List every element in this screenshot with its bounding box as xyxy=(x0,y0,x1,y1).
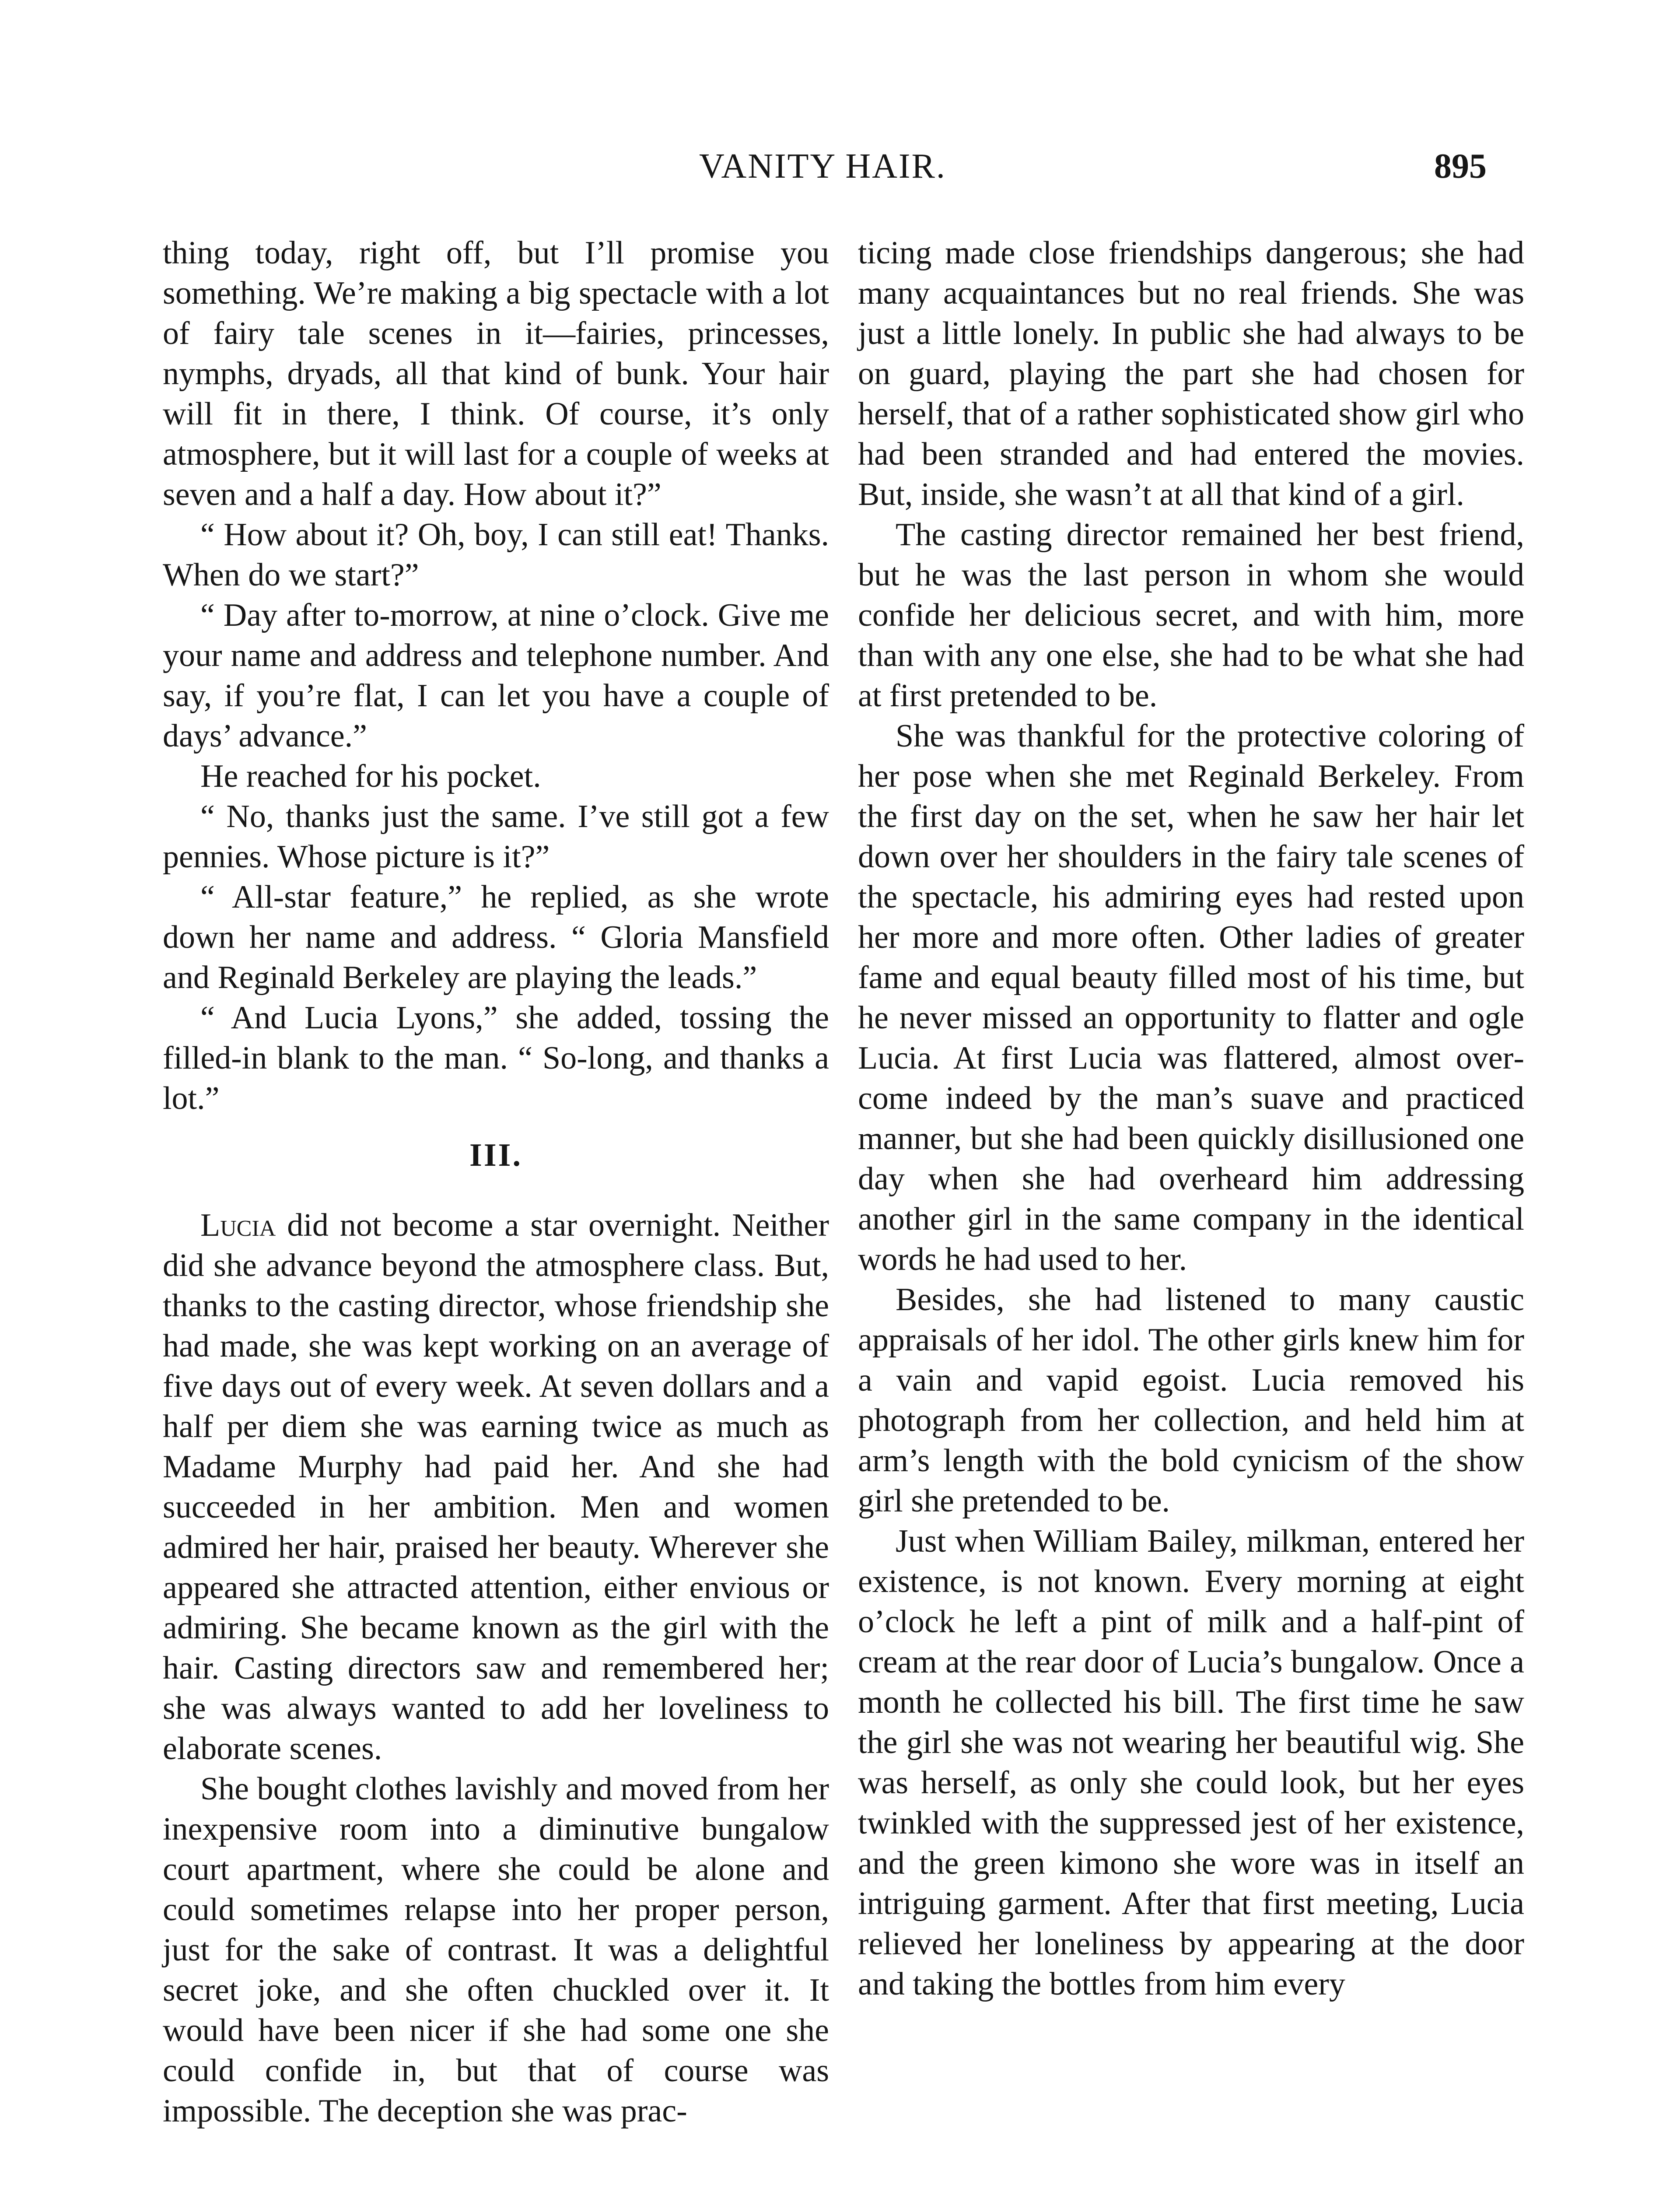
paragraph: Just when William Bailey, milkman, entered her existence, is not known. Every morning at eight o’clock he left a pint of milk and a half-pint of cream at the rear door of Lucia’s bungalow. Once a month he collected his bill. The first time he saw the girl she was not wearing her beautiful wig. She was herself, as only she could look, but her eyes twinkled with the suppressed jest of her existence, and the green kimono she wore was in itself an intriguing garment. After that first meeting, Lucia relieved her loneliness by appearing at the door and taking the bottles from him every xyxy=(858,1523,1524,2002)
running-head: VANITY HAIR. xyxy=(699,147,946,186)
paragraph: “ And Lucia Lyons,” she added, tossing the filled-in blank to the man. “ So-long, and thanks a lot.” xyxy=(163,1000,829,1116)
page-number: 895 xyxy=(1434,147,1487,186)
right-column xyxy=(858,233,1524,2004)
paragraph: ticing made close friendships dangerous; she had many acquaintances but no real friends. She was just a little lonely. In public she had always to be on guard, playing the part she had chosen for herself, that of a rather sophisticated show girl who had been stranded and had entered the movies. But, inside, she wasn’t at all that kind of a girl. xyxy=(858,235,1524,512)
paragraph: She bought clothes lavishly and moved from her inexpensive room into a diminutive bungalow court apartment, where she could be alone and could sometimes relapse into her proper person, just for the sake of contrast. It was a delightful secret joke, and she often chuckled over it. It would have been nicer if she had some one she could confide in, but that of course was impossible. The deception she was prac- xyxy=(163,1771,829,2129)
paragraph: The casting director remained her best friend, but he was the last person in whom she would confide her delicious secret, and with him, more than with any one else, she had to be what she had at first pretended to be. xyxy=(858,517,1524,714)
paragraph: “ All-star feature,” he replied, as she wrote down her name and address. “ Gloria Mansfield and Reginald Berkeley are playing the leads.” xyxy=(163,879,829,996)
paragraph: She was thankful for the protective coloring of her pose when she met Reginald Berkeley. From the first day on the set, when he saw her hair let down over her shoulders in the fairy tale scenes of the spectacle, his admiring eyes had rested upon her more and more often. Other ladies of greater fame and equal beauty filled most of his time, but he never missed an opportunity to flatter and ogle Lucia. At first Lucia was flattered, almost overcome indeed by the man’s suave and practiced manner, but she had been quickly disillusioned one day when she had overheard him addressing another girl in the same company in the identical words he had used to her. xyxy=(858,718,1524,1277)
paragraph xyxy=(163,1205,829,1769)
section-heading: III. xyxy=(469,1137,522,1173)
section-spacer xyxy=(163,1175,829,1205)
paragraph: Besides, she had listened to many caustic appraisals of her idol. The other girls knew him for a vain and vapid egoist. Lucia removed his photograph from her collection, and held him at arm’s length with the bold cynicism of the show girl she pretended to be. xyxy=(858,1282,1524,1519)
paragraph: “ Day after to-morrow, at nine o’clock. Give me your name and address and telephone number. And say, if you’re flat, I can let you have a couple of days’ advance.” xyxy=(163,597,829,754)
paragraph: “ How about it? Oh, boy, I can still eat! Thanks. When do we start?” xyxy=(163,517,829,593)
left-column xyxy=(163,233,829,2131)
paragraph-text: did not become a star overnight. Neither did she advance beyond the atmosphere class. But, thanks to the casting director, whose friendship she had made, she was kept working on an average of five days out of every week. At seven dollars and a half per diem she was earning twice as much as Madame Murphy had paid her. And she had succeeded in her ambition. Men and women admired her hair, praised her beauty. Wherever she appeared she attracted attention, either envious or admiring. She became known as the girl with the hair. Casting directors saw and remembered her; she was always wanted to add her loveliness to elaborate scenes. xyxy=(163,1207,829,1767)
paragraph: “ No, thanks just the same. I’ve still got a few pennies. Whose picture is it?” xyxy=(163,799,829,875)
paragraph: He reached for his pocket. xyxy=(200,758,541,794)
drop-lead-word: Lucia xyxy=(200,1207,276,1243)
paragraph: thing today, right off, but I’ll promise you something. We’re making a big spectacle with a lot of fairy tale scenes in it—fairies, princesses, nymphs, dryads, all that kind of bunk. Your hair will fit in there, I think. Of course, it’s only atmosphere, but it will last for a couple of weeks at seven and a half a day. How about it?” xyxy=(163,235,829,512)
